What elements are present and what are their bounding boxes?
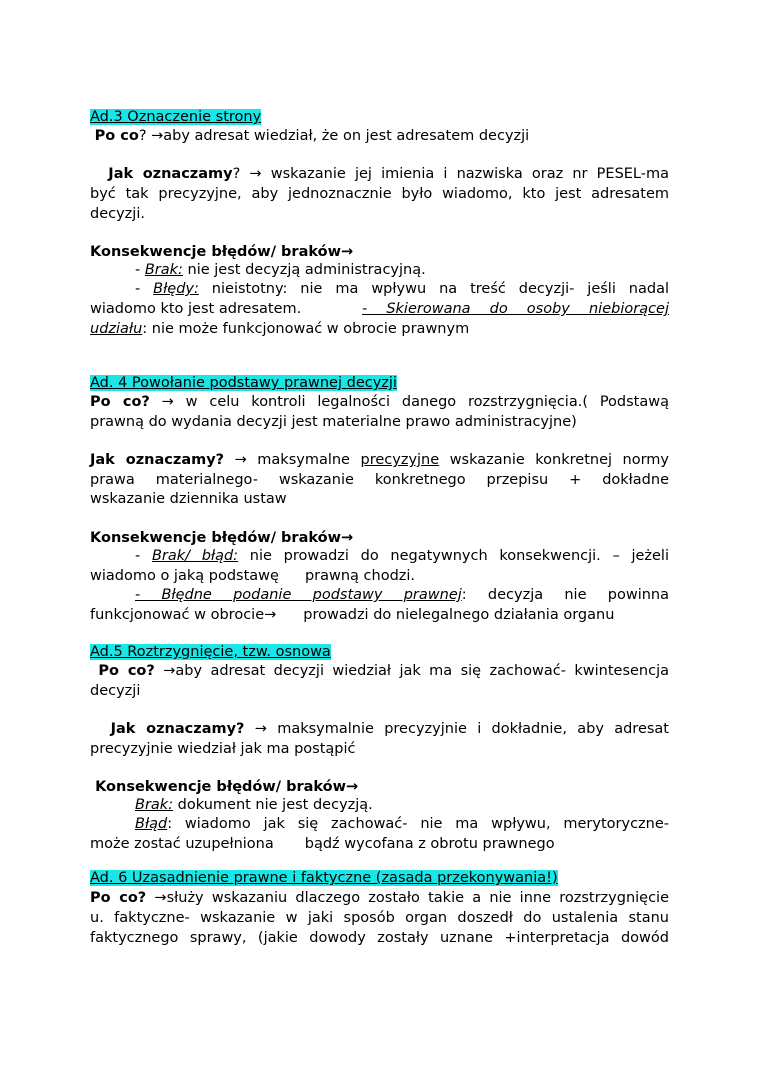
ad3-skierowana: - Skierowana do osoby niebiorącej	[362, 301, 669, 317]
ad6-po-co-line1: Po co? →służy wskazaniu dlaczego zostało takie a nie inne rozstrzygnięcie	[90, 890, 670, 906]
ad3-bledy: - Błędy: nieistotny: nie ma wpływu na treść decyzji- jeśli nadal	[135, 281, 669, 297]
ad4-jak-line3: wskazanie dziennika ustaw	[90, 491, 287, 507]
heading-ad4: Ad. 4 Powołanie podstawy prawnej decyzji	[90, 375, 397, 391]
heading-ad6: Ad. 6 Uzasadnienie prawne i faktyczne (zasada przekonywania!)	[90, 870, 558, 886]
ad5-jak-line1: Jak oznaczamy? → maksymalnie precyzyjnie i dokładnie, aby adresat	[110, 721, 669, 737]
ad3-po-co: Po co? →aby adresat wiedział, że on jest adresatem decyzji	[94, 128, 530, 144]
ad3-jak-line3: decyzji.	[90, 206, 145, 222]
heading-ad3: Ad.3 Oznaczenie strony	[90, 109, 262, 125]
ad4-po-co-line2: prawną do wydania decyzji jest materialne prawo administracyjne)	[90, 414, 577, 430]
ad4-brak-blad: - Brak/ błąd: nie prowadzi do negatywnych konsekwencji. – jeżeli	[135, 548, 669, 564]
ad6-line3: faktycznego sprawy, (jakie dowody zostały uznane +interpretacja dowód	[90, 930, 669, 946]
ad6-line2: u. faktyczne- wskazanie w jaki sposób organ doszedł do ustalenia stanu	[90, 910, 669, 926]
ad3-brak: - Brak: nie jest decyzją administracyjną.	[135, 262, 426, 278]
ad5-blad: Błąd: wiadomo jak się zachować- nie ma wpływu, merytoryczne-	[135, 816, 669, 832]
ad4-brak-line2: wiadomo o jaką podstawę prawną chodzi.	[90, 568, 416, 584]
ad3-jak-line2: być tak precyzyjne, aby jednoznacznie było wiadomo, kto jest adresatem	[90, 186, 669, 202]
ad5-konsekwencje: Konsekwencje błędów/ braków→	[95, 779, 359, 795]
ad4-bledne-line2: funkcjonować w obrocie→ prowadzi do nielegalnego działania organu	[90, 607, 615, 623]
ad4-konsekwencje: Konsekwencje błędów/ braków→	[90, 530, 354, 546]
heading-ad5: Ad.5 Roztrzygnięcie, tzw. osnowa	[90, 644, 331, 660]
ad4-jak-line2: prawa materialnego- wskazanie konkretnego przepisu + dokładne	[90, 472, 669, 488]
ad5-po-co-line2: decyzji	[90, 683, 141, 699]
ad5-blad-line2: może zostać uzupełniona bądź wycofana z obrotu prawnego	[90, 836, 555, 852]
ad4-jak-line1: Jak oznaczamy? → maksymalne precyzyjne wskazanie konkretnej normy	[90, 452, 670, 468]
ad3-jak-line1: Jak oznaczamy? → wskazanie jej imienia i nazwiska oraz nr PESEL-ma	[108, 166, 670, 182]
ad3-bledy-line2: wiadomo kto jest adresatem.	[90, 301, 302, 317]
ad5-jak-line2: precyzyjnie wiedział jak ma postąpić	[90, 741, 356, 757]
ad5-po-co-line1: Po co? →aby adresat decyzji wiedział jak ma się zachować- kwintesencja	[98, 663, 669, 679]
ad3-udzialu: udziału: nie może funkcjonować w obrocie prawnym	[90, 321, 470, 337]
ad5-brak: Brak: dokument nie jest decyzją.	[135, 797, 373, 813]
ad4-bledne: - Błędne podanie podstawy prawnej: decyzja nie powinna	[135, 587, 669, 603]
ad4-po-co-line1: Po co? → w celu kontroli legalności danego rozstrzygnięcia.( Podstawą	[90, 394, 670, 410]
ad3-konsekwencje: Konsekwencje błędów/ braków→	[90, 244, 354, 260]
